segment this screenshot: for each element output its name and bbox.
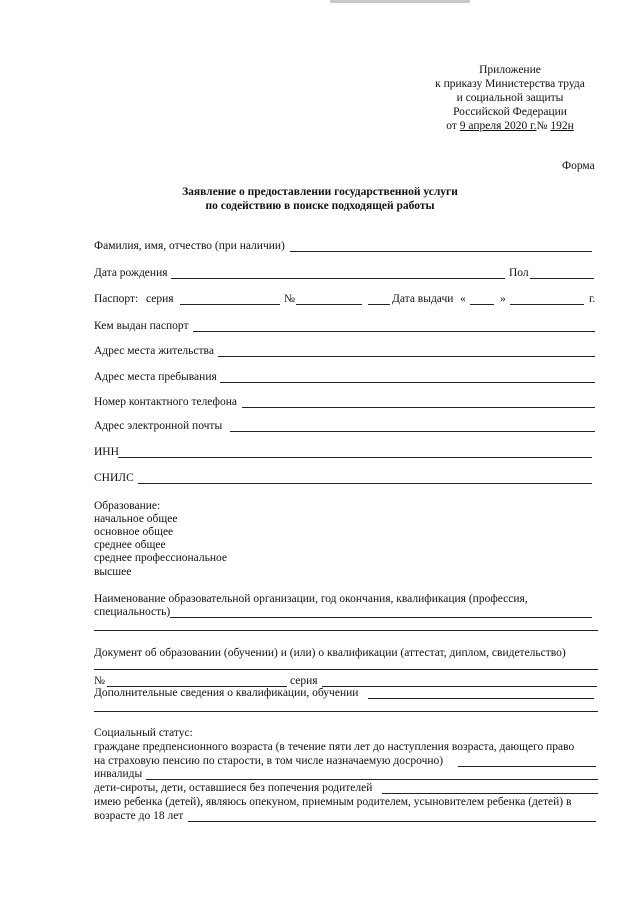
passport-number-field[interactable] bbox=[296, 304, 362, 305]
doc-series-field[interactable] bbox=[322, 686, 597, 687]
appendix-label: Приложение bbox=[479, 64, 541, 76]
guardian-field[interactable] bbox=[188, 821, 596, 822]
education-level-item: среднее профессиональное bbox=[94, 552, 227, 564]
form-title-line1: Заявление о предоставлении государственной услуги bbox=[182, 186, 458, 198]
guardian-label-line1: имею ребенка (детей), являюсь опекуном, приемным родителем, усыновителем ребенка (детей) в bbox=[94, 796, 572, 808]
institution-label-line2: специальность) bbox=[94, 606, 171, 618]
doc-number-label: № bbox=[94, 675, 105, 687]
snils-field[interactable] bbox=[138, 483, 592, 484]
order-reference: к приказу Министерства труда bbox=[435, 78, 585, 90]
passport-number-extra-field[interactable] bbox=[368, 304, 390, 305]
order-date: 9 апреля 2020 г. bbox=[459, 120, 537, 132]
orphans-label: дети-сироты, дети, оставшиеся без попечения родителей bbox=[94, 782, 373, 794]
order-number: 192н bbox=[550, 120, 574, 132]
federation-line: Российской Федерации bbox=[453, 106, 567, 118]
phone-field[interactable] bbox=[242, 407, 595, 408]
form-title-line2: по содействию в поиске подходящей работы bbox=[205, 200, 435, 212]
additional-info-field[interactable] bbox=[368, 698, 594, 699]
stay-address-field[interactable] bbox=[220, 382, 595, 383]
education-level-item: основное общее bbox=[94, 526, 174, 538]
guardian-label-line2: возрасте до 18 лет bbox=[94, 810, 184, 822]
snils-label: СНИЛС bbox=[94, 472, 134, 484]
education-level-item: высшее bbox=[94, 566, 132, 578]
issue-month-year-field[interactable] bbox=[510, 304, 584, 305]
additional-info-label: Дополнительные сведения о квалификации, обучении bbox=[94, 687, 359, 699]
order-date-line: от 9 апреля 2020 г.№ 192н bbox=[446, 120, 574, 132]
disabled-label: инвалиды bbox=[94, 768, 143, 780]
ministry-line: и социальной защиты bbox=[456, 92, 564, 104]
birth-date-label: Дата рождения bbox=[94, 267, 168, 279]
issue-day-field[interactable] bbox=[470, 304, 494, 305]
email-label: Адрес электронной почты bbox=[94, 420, 223, 432]
inn-label: ИНН bbox=[94, 446, 119, 458]
passport-series-field[interactable] bbox=[180, 304, 280, 305]
sex-label: Пол bbox=[509, 267, 529, 279]
year-suffix: г. bbox=[589, 293, 596, 305]
fio-field[interactable] bbox=[290, 251, 592, 252]
social-status-heading: Социальный статус: bbox=[94, 727, 193, 739]
email-field[interactable] bbox=[230, 431, 595, 432]
sex-field[interactable] bbox=[530, 278, 594, 279]
education-heading: Образование: bbox=[94, 500, 161, 512]
phone-label: Номер контактного телефона bbox=[94, 396, 238, 408]
preretirement-label-line1: граждане предпенсионного возраста (в течение пяти лет до наступления возраста, дающего право bbox=[94, 741, 575, 753]
quote-close: » bbox=[500, 293, 506, 305]
birth-date-field[interactable] bbox=[171, 278, 505, 279]
education-level-item: среднее общее bbox=[94, 539, 166, 551]
institution-field[interactable] bbox=[170, 617, 592, 618]
institution-field-extra[interactable] bbox=[94, 630, 598, 631]
residence-field[interactable] bbox=[218, 356, 595, 357]
preretirement-field[interactable] bbox=[458, 766, 596, 767]
stay-address-label: Адрес места пребывания bbox=[94, 371, 217, 383]
additional-info-field-extra[interactable] bbox=[94, 711, 598, 712]
doc-series-label: серия bbox=[290, 675, 318, 687]
issue-date-label: Дата выдачи bbox=[392, 293, 454, 305]
inn-field[interactable] bbox=[118, 457, 592, 458]
education-document-label: Документ об образовании (обучении) и (или) о квалификации (аттестат, диплом, свидетельство) bbox=[94, 647, 566, 659]
passport-label: Паспорт: bbox=[94, 293, 139, 305]
passport-series-label: серия bbox=[146, 293, 174, 305]
quote-open: « bbox=[460, 293, 466, 305]
institution-label-line1: Наименование образовательной организации, год окончания, квалификация (профессия, bbox=[94, 593, 528, 605]
disabled-field[interactable] bbox=[146, 779, 598, 780]
education-level-item: начальное общее bbox=[94, 513, 178, 525]
form-label: Форма bbox=[562, 160, 595, 172]
education-document-field[interactable] bbox=[94, 669, 598, 670]
residence-label: Адрес места жительства bbox=[94, 345, 214, 357]
scan-artifact bbox=[330, 0, 470, 3]
passport-number-label: № bbox=[284, 293, 295, 305]
orphans-field[interactable] bbox=[382, 793, 598, 794]
issued-by-field[interactable] bbox=[193, 331, 595, 332]
preretirement-label-line2: на страховую пенсию по старости, в том числе назначаемую досрочно) bbox=[94, 755, 444, 767]
issued-by-label: Кем выдан паспорт bbox=[94, 320, 189, 332]
fio-label: Фамилия, имя, отчество (при наличии) bbox=[94, 240, 285, 252]
